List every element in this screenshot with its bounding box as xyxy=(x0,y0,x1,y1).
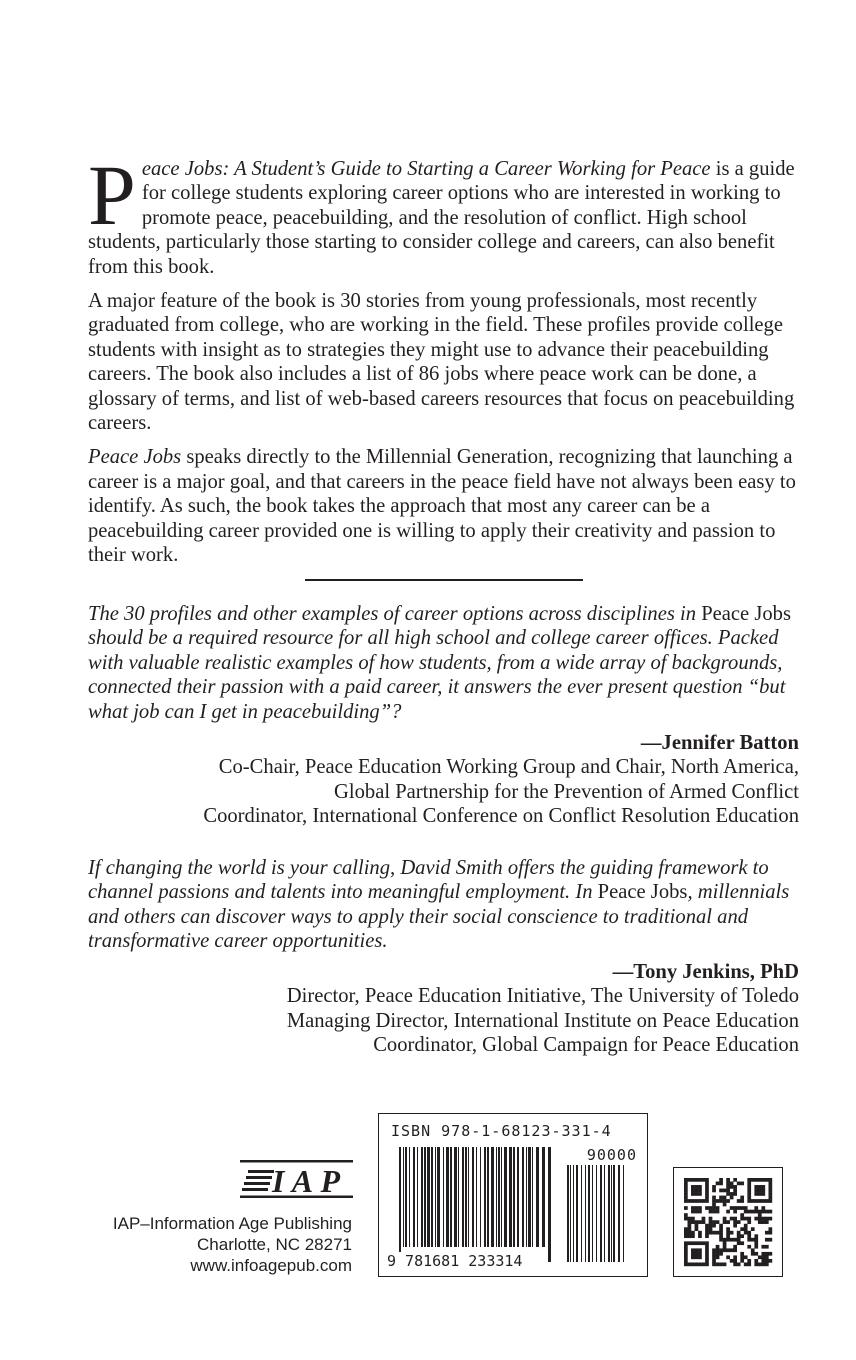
book-title: eace Jobs: A Student’s Guide to Starting a Career Working for Peace xyxy=(141,158,711,180)
quote-text: , millennials and others can discover ways to apply their social conscience to traditional and transformative career opportunities. xyxy=(88,881,790,953)
book-description xyxy=(88,147,804,578)
description-paragraph-2: A major feature of the book is 30 stories from young professionals, most recently graduated from college, who are working in the field. These profiles provide college students with insight as to strategies they might use to advance their peacebuilding careers. The book also includes a list of 86 jobs where peace work can be done, a glossary of terms, and list of web-based careers resources that focus on peacebuilding careers. xyxy=(88,290,795,435)
book-title: Peace Jobs xyxy=(701,603,791,625)
divider xyxy=(305,579,583,581)
description-paragraph-3 xyxy=(88,445,804,567)
isbn-text: ISBN 978-1-68123-331-4 xyxy=(391,1122,612,1140)
publisher-name: IAP–Information Age Publishing xyxy=(112,1214,352,1233)
qr-code xyxy=(673,1167,783,1277)
publisher-info xyxy=(113,1213,352,1276)
drop-cap: P xyxy=(88,147,136,243)
endorsement-attribution-2 xyxy=(287,960,799,1058)
barcode-digits: 9 781681 233314 xyxy=(387,1252,523,1270)
endorser-name: —Tony Jenkins, PhD xyxy=(612,961,799,983)
endorser-affiliation: Managing Director, International Institute on Peace Education xyxy=(286,1009,799,1032)
publisher-url[interactable]: www.infoagepub.com xyxy=(190,1256,352,1275)
endorser-affiliation: Co-Chair, Peace Education Working Group and Chair, North America, xyxy=(218,756,799,779)
quote-text: If changing the world is your calling, David Smith offers the guiding framework to channel passions and talents into meaningful employment. In xyxy=(88,857,769,904)
book-title: Peace Jobs xyxy=(597,881,688,904)
endorsement-attribution-1 xyxy=(203,731,799,829)
paragraph-text: is a guide for college students exploring career options who are interested in working to promote peace, peacebuilding, and the resolution of conflict. High school students, particularly those starting to consider college and careers, can also benefit from this book. xyxy=(88,158,795,278)
endorser-affiliation: Coordinator, Global Campaign for Peace Education xyxy=(373,1034,799,1057)
paragraph-text: speaks directly to the Millennial Generation, recognizing that launching a career is a major goal, and that careers in the peace field have not always been easy to identify. As such, the book takes the approach that most any career can be a peacebuilding career provided one is willing to apply their creativity and passion to their work. xyxy=(88,446,796,567)
quote-text: should be a required resource for all high school and college career offices. Packed with valuable realistic examples of how students, from a wide array of backgrounds, connected their passion with a paid career, it answers the ever present question “but what job can I get in peacebuilding”? xyxy=(88,627,786,723)
endorser-affiliation: Global Partnership for the Prevention of Armed Conflict xyxy=(334,780,799,803)
price-addon: 90000 xyxy=(586,1146,637,1164)
endorsement-quote-2 xyxy=(88,856,804,954)
qr-code-pattern xyxy=(674,1168,782,1276)
book-title: Peace Jobs xyxy=(88,446,182,469)
barcode-bars xyxy=(399,1147,639,1262)
endorser-affiliation: Coordinator, International Conference on Conflict Resolution Education xyxy=(203,805,799,828)
endorser-affiliation: Director, Peace Education Initiative, The University of Toledo xyxy=(286,985,799,1008)
isbn-barcode xyxy=(378,1113,648,1277)
description-paragraph-1 xyxy=(88,147,804,279)
endorser-name: —Jennifer Batton xyxy=(640,732,799,754)
endorsement-quote-1 xyxy=(88,602,804,724)
publisher-city: Charlotte, NC 28271 xyxy=(197,1235,352,1254)
iap-logo xyxy=(240,1160,353,1198)
quote-text: The 30 profiles and other examples of career options across disciplines in xyxy=(88,603,702,625)
logo-text: IAP xyxy=(272,1163,340,1198)
